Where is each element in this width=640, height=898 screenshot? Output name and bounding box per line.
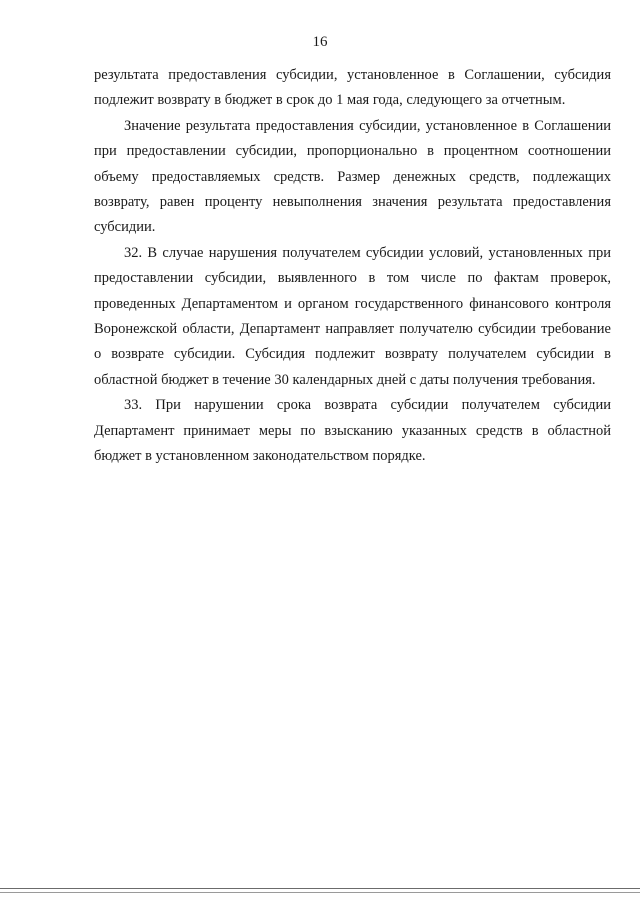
paragraph-result-value: Значение результата предоставления субсидии, установленное в Соглашении при предоставлении субсидии, пропорционально в процентном соотношении объему предоставляемых средств. Размер денежных средств, подлежащих возврату, равен проценту невыполнения значения результата предоставления субсидии. <box>94 117 611 236</box>
footer-divider-secondary <box>0 892 640 893</box>
paragraph-item-33: 33. При нарушении срока возврата субсидии получателем субсидии Департамент принимает меры по взысканию указанных средств в областной бюджет в установленном законодательством порядке. <box>94 397 611 465</box>
paragraph-item-32: 32. В случае нарушения получателем субсидии условий, установленных при предоставлении субсидии, выявленного в том числе по фактам проверок, проведенных Департаментом и органом государственного финансового контроля Воронежской области, Департамент направляет получателю субсидии требование о возврате субсидии. Субсидия подлежит возврату получателем субсидии в областной бюджет в течение 30 календарных дней с даты получения требования. <box>94 244 611 388</box>
paragraph-continuation: результата предоставления субсидии, установленное в Соглашении, субсидия подлежит возврату в бюджет в срок до 1 мая года, следующего за отчетным. <box>94 67 611 109</box>
footer-divider <box>0 888 640 889</box>
page-number: 16 <box>312 34 328 50</box>
document-body <box>94 63 611 470</box>
